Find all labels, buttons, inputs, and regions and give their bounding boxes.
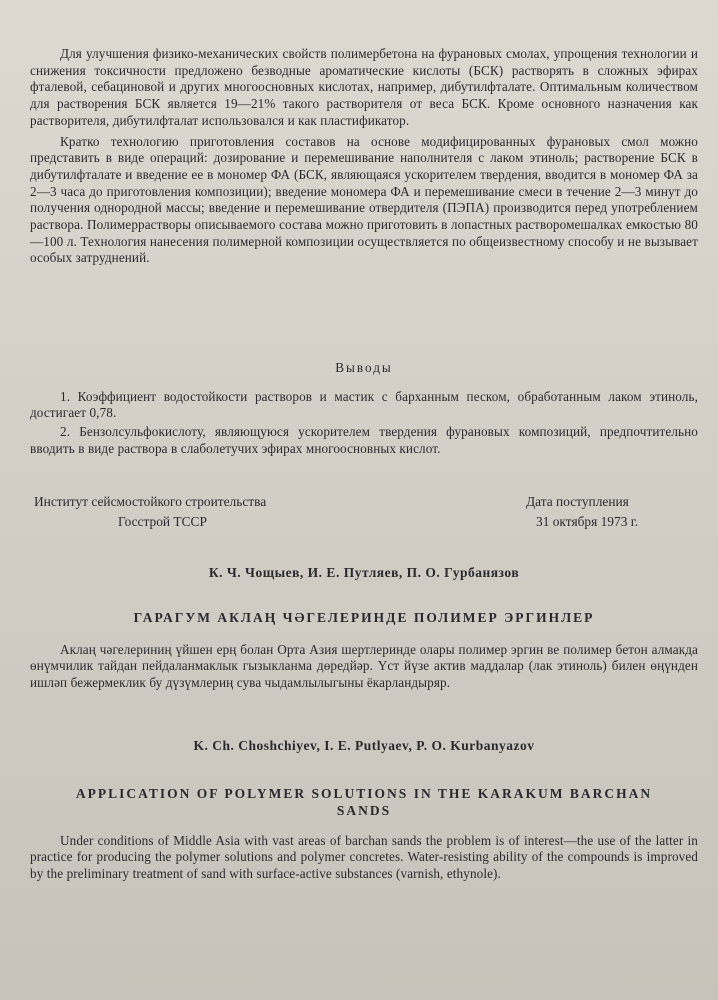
institute-name: Институт сейсмостойкого строительства xyxy=(34,494,267,509)
institute-org: Госстрой ТССР xyxy=(118,514,207,529)
turkmen-authors: К. Ч. Чощыев, И. Е. Путляев, П. О. Гурбанязов xyxy=(208,565,520,580)
conclusions-section xyxy=(30,360,698,458)
english-title: APPLICATION OF POLYMER SOLUTIONS IN THE KARAKUM BARCHAN SANDS xyxy=(75,785,653,818)
institute-block xyxy=(34,492,266,532)
english-abstract: Under conditions of Middle Asia with vast areas of barchan sands the problem is of interest—the use of the latter in practice for producing the polymer solutions and polymer concretes. Water-resisting ability of the compounds is improved by the preliminary treatment of sand with surface-active substances (varnish, ethynole). xyxy=(30,832,698,882)
english-authors: K. Ch. Choshchiyev, I. E. Putlyaev, P. O. Kurbanyazov xyxy=(193,738,535,753)
turkmen-title: ГАРАГУМ АКЛАҢ ЧӘГЕЛЕРИНДЕ ПОЛИМЕР ЭРГИНЛЕР xyxy=(133,609,595,625)
conclusions-heading: Выводы xyxy=(335,360,393,375)
received-date-value: 31 октября 1973 г. xyxy=(536,514,639,529)
conclusion-item-2: 2. Бензолсульфокислоту, являющуюся ускорителем твердения фурановых композиций, предпочтительно вводить в виде раствора в слаболетучих эфирах многоосновных кислот. xyxy=(30,424,698,456)
conclusion-item-1: 1. Коэффициент водостойкости растворов и мастик с барханным песком, обработанным лаком этиноль, достигает 0,78. xyxy=(30,388,698,421)
received-date-label: Дата поступления xyxy=(526,494,629,509)
intro-paragraph-2: Кратко технологию приготовления составов на основе модифицированных фурановых смол можно представить в виде операций: дозирование и перемешивание наполнителя с лаком этиноль; растворение БСК в дибутилфталате и введение ее в мономер ФА (БСК, являющаяся ускорителем твердения, вводится в мономер ФА за 2—3 часа до приготовления композиции); введение мономера ФА и перемешивание смеси в течение 2—3 минут до получения однородной массы; введение и перемешивание отвердителя (ПЭПА) производится перед употреблением раствора. Полимеррастворы описываемого состава можно приготовить в лопастных растворомешалках емкостью 80—100 л. Технология нанесения полимерной композиции осуществляется по общеизвестному способу и не вызывает особых затруднений. xyxy=(30,133,698,266)
intro-section xyxy=(30,46,698,267)
turkmen-abstract: Аклаң чәгелериниң үйшен ерң болан Орта Азия шертлеринде олары полимер эргин ве полимер бетон алмакда өнүмчилик тайдан пейдаланмаклык гызыкланма дөредйәр. Үст йүзе актив маддалар (лак этиноль) билен өңүнден ишләп бежермеклик бу дүзүмлериң сува чыдамлылыгыны ёкарландыряр. xyxy=(30,641,698,691)
received-date-block xyxy=(526,492,638,532)
intro-paragraph-1: Для улучшения физико-механических свойств полимербетона на фурановых смолах, упрощения технологии и снижения токсичности предложено безводные ароматические кислоты (БСК) растворять в сложных эфирах фталевой, себациновой и других многоосновных кислотах, например, дибутилфталате. Оптимальным количеством для растворения БСК является 19—21% такого растворителя от веса БСК. Кроме основного назначения как растворителя, дибутилфталат использовался и как пластификатор. xyxy=(30,46,698,128)
english-summary xyxy=(30,738,698,883)
turkmen-summary xyxy=(30,565,698,692)
